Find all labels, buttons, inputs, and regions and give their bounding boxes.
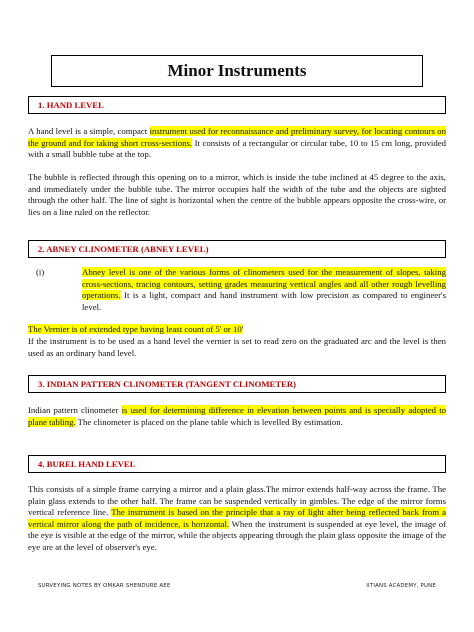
section-heading-indian-pattern-clinometer: 3. INDIAN PATTERN CLINOMETER (TANGENT CLINOMETER) [28,375,446,393]
highlighted-text: instrument used for reconnaissance and preliminary survey, for locating contours on the ground and for taking short cross-sections. [28,126,447,148]
highlighted-text: is used for determining difference in elevation between points and is specially adopted to plane tabling. [28,405,447,427]
text-segment: Indian pattern clinometer [28,405,122,415]
text-segment: This consists of a simple frame carrying a mirror and a plain glass.The mirror extends half-way across the frame. The plain glass extends to the other half. The frame can be suspended vertically in gimbles. The edge of the mirror forms vertical reference line. [28,484,446,518]
highlighted-text: The instrument is based on the principle that a ray of light after being reflected back from a vertical mirror along the path of incidence, is horizontal. [28,507,446,529]
highlighted-text: The Vernier is of extended type having least count of 5' or 10' [28,324,244,334]
indian-clinometer-paragraph [28,405,446,428]
abney-paragraph-3 [28,336,446,359]
burel-paragraph [28,484,446,554]
text-segment: The clinometer is placed on the plane table which is levelled By estimation. [75,416,343,427]
abney-paragraph-1 [82,267,446,313]
hand-level-paragraph-2 [28,172,446,218]
text-segment: The bubble is reflected through this opening on to a mirror, which is inside the tube inclined at 45 degree to the axis, and immediately under the bubble tube. The mirror occupies half the width of the tube and the objects are sighted through the other half. The line of sight is horizontal when the centre of the bubble appears opposite the cross-wire, or lies on a line ruled on the reflector. [28,172,446,217]
page-title: Minor Instruments [51,55,423,87]
footer-left: SURVEYING NOTES BY OMKAR SHENDURE AEE [38,583,171,589]
text-segment: If the instrument is to be used as a hand level the vernier is set to read zero on the graduated arc and the level is then used as an ordinary hand level. [28,336,446,358]
section-heading-abney-clinometer: 2. ABNEY CLINOMETER (ABNEY LEVEL) [28,240,446,258]
list-marker: (i) [36,267,45,277]
abney-paragraph-2 [28,324,446,336]
section-heading-hand-level: 1. HAND LEVEL [28,96,446,114]
highlighted-text: Abney level is one of the various forms of clinometers used for the measurement of slopes, taking cross-sections, tracing contours, setting grades measuring vertical angles and all other rough levelling operations. [82,267,446,301]
text-segment: When the instrument is suspended at eye level, the image of the eye is visible at the edge of the mirror, while the objects appearing through the plain glass opposite the image of the eye are at the level of observer's eye. [28,518,446,552]
text-segment: It is a light, compact and hand instrument with low precision as compared to engineer's level. [82,290,446,312]
hand-level-paragraph-1 [28,126,446,161]
section-heading-burel-hand-level: 4. BUREL HAND LEVEL [28,455,446,473]
text-segment: A hand level is a simple, compact [28,126,150,136]
footer-right: IITIANS ACADEMY, PUNE [366,583,436,589]
text-segment: It consists of a rectangular or circular tube, 10 to 15 cm long, provided with a small bubble tube at the top. [28,137,446,160]
